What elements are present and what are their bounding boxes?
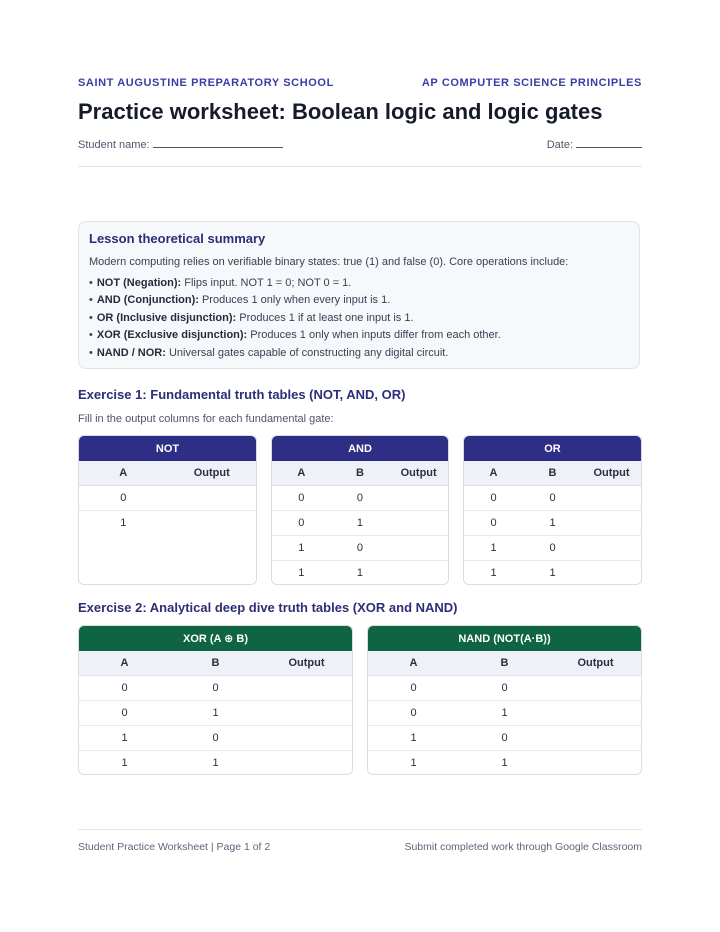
date-line [576, 138, 642, 148]
column-header: A [464, 461, 523, 486]
lesson-summary-box [78, 221, 640, 369]
summary-desc: Produces 1 only when every input is 1. [201, 294, 391, 307]
output-cell[interactable] [261, 676, 352, 701]
table-row [79, 486, 256, 511]
column-header: B [331, 461, 390, 486]
table-row [368, 676, 641, 701]
summary-term: AND (Conjunction): [96, 294, 199, 307]
column-header: Output [550, 651, 641, 676]
input-cell: 0 [331, 486, 390, 511]
output-cell[interactable] [582, 486, 641, 511]
summary-desc: Produces 1 if at least one input is 1. [239, 311, 414, 324]
output-cell[interactable] [550, 676, 641, 701]
table-row [79, 701, 352, 726]
column-header: B [523, 461, 582, 486]
table-row [272, 511, 448, 536]
and-truth-table [271, 435, 449, 585]
input-cell: 0 [272, 486, 331, 511]
bullet-icon: • [89, 311, 93, 324]
student-name-line [153, 138, 283, 148]
exercise-1-title: Exercise 1: Fundamental truth tables (NOT, AND, OR) [78, 387, 406, 402]
output-cell[interactable] [550, 701, 641, 726]
xor-truth-table [78, 625, 353, 775]
output-cell[interactable] [389, 536, 448, 561]
exercise-1-instructions: Fill in the output columns for each fundamental gate: [78, 413, 334, 425]
input-cell: 0 [79, 676, 170, 701]
column-header: A [79, 651, 170, 676]
input-cell: 0 [79, 486, 168, 511]
column-header: B [459, 651, 550, 676]
input-cell: 1 [298, 567, 305, 579]
input-cell: 0 [459, 726, 550, 751]
table-row [464, 536, 641, 561]
input-cell: 0 [272, 511, 331, 536]
table-row [368, 701, 641, 726]
table-header-row [79, 651, 352, 676]
truth-table-grid [368, 651, 641, 775]
input-cell: 1 [212, 757, 219, 769]
summary-item-not [89, 275, 501, 292]
table-title: NOT [79, 436, 256, 461]
truth-table-grid [79, 461, 256, 535]
input-cell: 1 [120, 517, 127, 529]
summary-term: NAND / NOR: [96, 346, 166, 359]
input-cell: 0 [523, 486, 582, 511]
bullet-icon: • [89, 329, 93, 342]
summary-desc: Produces 1 only when inputs differ from each other. [250, 329, 501, 342]
output-cell[interactable] [389, 561, 448, 586]
page-title: Practice worksheet: Boolean logic and logic gates [78, 99, 603, 124]
input-cell: 0 [170, 726, 261, 751]
or-truth-table [463, 435, 642, 585]
student-name-label: Student name: [78, 139, 150, 151]
output-cell[interactable] [389, 511, 448, 536]
table-row [79, 726, 352, 751]
input-cell: 0 [464, 511, 523, 536]
table-title: NAND (NOT(A·B)) [368, 626, 641, 651]
table-row [79, 511, 256, 536]
table-row [464, 561, 641, 586]
date-field[interactable] [547, 138, 642, 151]
output-cell[interactable] [389, 486, 448, 511]
input-cell: 1 [272, 536, 331, 561]
column-header: Output [389, 461, 448, 486]
summary-item-xor [89, 327, 501, 344]
summary-intro: Modern computing relies on verifiable binary states: true (1) and false (0). Core operations include: [89, 256, 569, 268]
header-divider [78, 166, 642, 167]
summary-term: XOR (Exclusive disjunction): [96, 329, 248, 342]
not-truth-table [78, 435, 257, 585]
output-cell[interactable] [550, 726, 641, 751]
input-cell: 0 [79, 701, 170, 726]
input-cell: 1 [121, 757, 128, 769]
table-header-row [368, 651, 641, 676]
input-cell: 0 [331, 536, 390, 561]
summary-desc: Flips input. NOT 1 = 0; NOT 0 = 1. [184, 277, 352, 289]
input-cell: 1 [523, 511, 582, 536]
input-cell: 1 [331, 511, 390, 536]
column-header: A [79, 461, 168, 486]
table-row [272, 486, 448, 511]
table-title: XOR (A ⊕ B) [79, 626, 352, 651]
output-cell[interactable] [261, 751, 352, 776]
output-cell[interactable] [168, 486, 257, 511]
table-row [368, 751, 641, 776]
table-row [368, 726, 641, 751]
date-label: Date: [546, 139, 573, 151]
summary-term: NOT (Negation): [96, 277, 182, 289]
input-cell: 1 [464, 536, 523, 561]
table-row [272, 536, 448, 561]
summary-item-nand-nor [89, 345, 501, 362]
input-cell: 0 [459, 676, 550, 701]
output-cell[interactable] [261, 726, 352, 751]
column-header: A [272, 461, 331, 486]
output-cell[interactable] [582, 561, 641, 586]
output-cell[interactable] [168, 511, 257, 536]
column-header: A [368, 651, 459, 676]
table-row [464, 486, 641, 511]
summary-desc: Universal gates capable of constructing any digital circuit. [168, 346, 449, 359]
nand-truth-table [367, 625, 642, 775]
summary-term: OR (Inclusive disjunction): [96, 311, 237, 324]
meta-row [78, 138, 642, 151]
summary-item-and [89, 292, 501, 309]
column-header: B [170, 651, 261, 676]
input-cell: 1 [490, 567, 497, 579]
footer-submit-note: Submit completed work through Google Classroom [404, 841, 642, 853]
truth-table-grid [464, 461, 641, 585]
bullet-icon: • [89, 277, 93, 289]
input-cell: 1 [356, 567, 364, 579]
input-cell: 1 [368, 726, 459, 751]
table-title: AND [272, 436, 448, 461]
footer [78, 841, 642, 853]
student-name-field[interactable] [78, 138, 283, 151]
input-cell: 1 [459, 701, 550, 726]
input-cell: 1 [79, 726, 170, 751]
input-cell: 1 [501, 757, 508, 769]
bullet-icon: • [89, 294, 93, 307]
input-cell: 1 [410, 757, 417, 769]
exercise-2-title: Exercise 2: Analytical deep dive truth tables (XOR and NAND) [78, 600, 458, 615]
summary-heading: Lesson theoretical summary [89, 231, 266, 246]
column-header: Output [582, 461, 641, 486]
footer-divider [78, 829, 642, 830]
input-cell: 0 [464, 486, 523, 511]
input-cell: 0 [368, 701, 459, 726]
truth-table-grid [272, 461, 448, 585]
truth-table-grid [79, 651, 352, 775]
header-top [78, 77, 642, 89]
input-cell: 0 [170, 676, 261, 701]
output-cell[interactable] [582, 536, 641, 561]
output-cell[interactable] [582, 511, 641, 536]
table-title: OR [464, 436, 641, 461]
table-header-row [272, 461, 448, 486]
input-cell: 0 [368, 676, 459, 701]
bullet-icon: • [89, 346, 93, 359]
course-name: AP COMPUTER SCIENCE PRINCIPLES [421, 77, 642, 89]
table-row [272, 561, 448, 586]
output-cell[interactable] [550, 751, 641, 776]
input-cell: 1 [549, 567, 556, 579]
column-header: Output [261, 651, 352, 676]
footer-page-info: Student Practice Worksheet | Page 1 of 2 [78, 841, 271, 853]
summary-list [89, 275, 501, 362]
table-row [464, 511, 641, 536]
column-header: Output [168, 461, 257, 486]
table-header-row [464, 461, 641, 486]
output-cell[interactable] [261, 701, 352, 726]
table-header-row [79, 461, 256, 486]
input-cell: 1 [170, 701, 261, 726]
input-cell: 0 [523, 536, 582, 561]
table-row [79, 751, 352, 776]
summary-item-or [89, 310, 501, 327]
school-name: SAINT AUGUSTINE PREPARATORY SCHOOL [78, 77, 334, 89]
table-row [79, 676, 352, 701]
